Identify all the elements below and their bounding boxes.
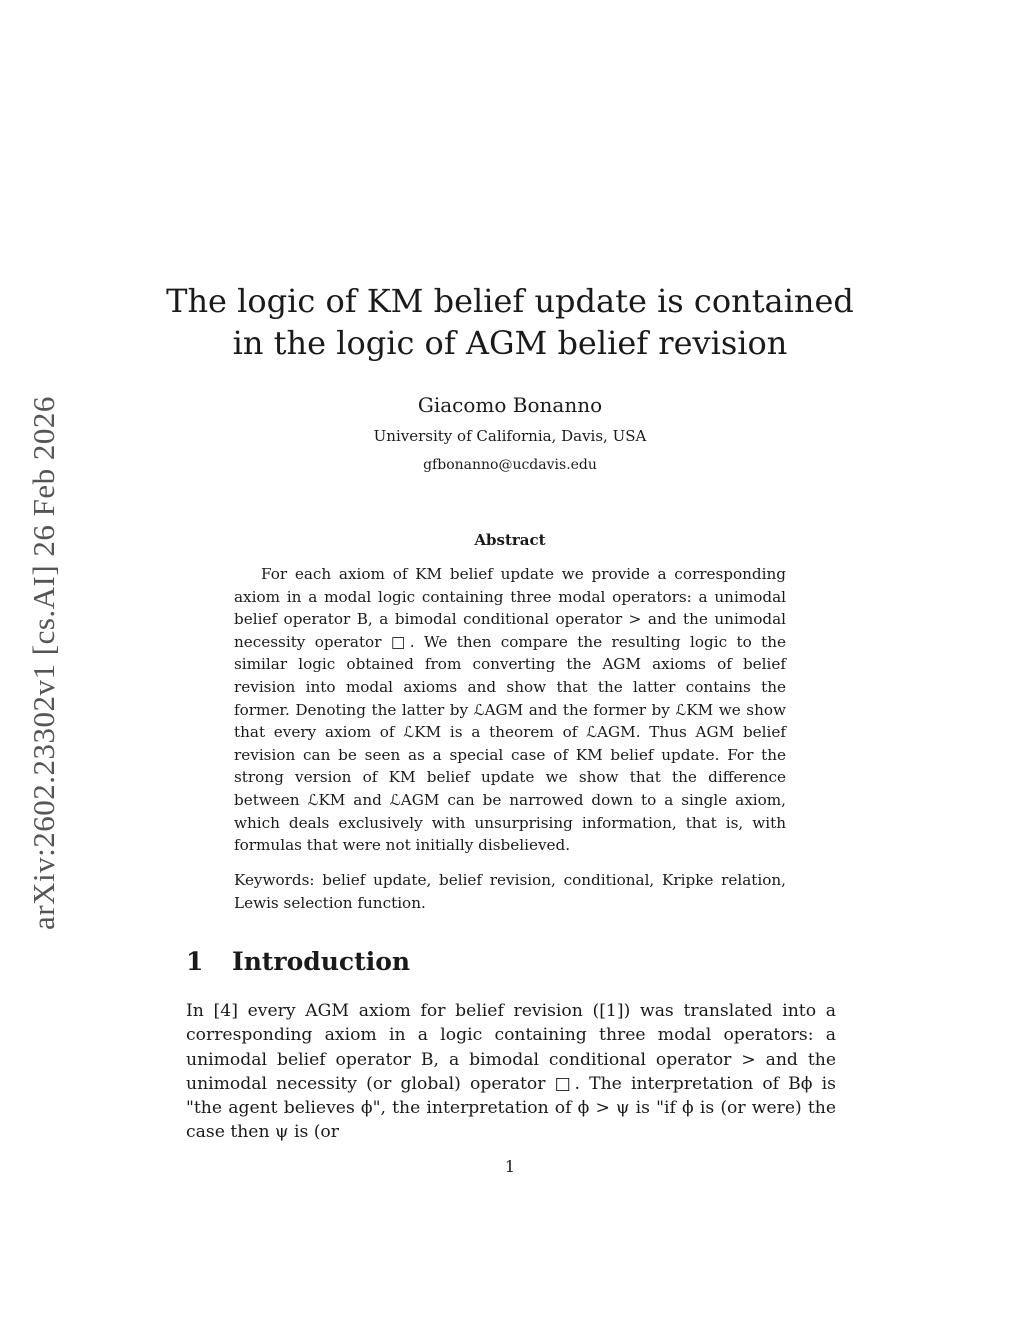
keywords: Keywords: belief update, belief revision, conditional, Kripke relation, Lewis selection function.	[234, 871, 786, 912]
author-email: gfbonanno@ucdavis.edu	[423, 457, 597, 473]
introduction-paragraph: In [4] every AGM axiom for belief revision ([1]) was translated into a corresponding axiom in a logic containing three modal operators: a unimodal belief operator B, a bimodal conditional operator > and the unimodal necessity (or global) operator □. The interpretation of Bϕ is "the agent believes ϕ", the interpretation of ϕ > ψ is "if ϕ is (or were) the case then ψ is (or	[186, 1001, 836, 1143]
author-name: Giacomo Bonanno	[417, 393, 603, 417]
paper-title: The logic of KM belief update is contained in the logic of AGM belief revision	[166, 282, 854, 362]
author-affiliation: University of California, Davis, USA	[373, 427, 647, 445]
abstract-heading: Abstract	[474, 531, 546, 549]
page-number: 1	[504, 1157, 516, 1176]
abstract-body: For each axiom of KM belief update we provide a corresponding axiom in a modal logic containing three modal operators: a unimodal belief operator B, a bimodal conditional operator > and the unimodal necessity operator □. We then compare the resulting logic to the similar logic obtained from converting the AGM axioms of belief revision into modal axioms and show that the latter contains the former. Denoting the latter by ℒAGM and the former by ℒKM we show that every axiom of ℒKM is a theorem of ℒAGM. Thus AGM belief revision can be seen as a special case of KM belief update. For the strong version of KM belief update we show that the difference between ℒKM and ℒAGM can be narrowed down to a single axiom, which deals exclusively with unsurprising information, that is, with formulas that were not initially disbelieved.	[234, 565, 786, 855]
section-heading	[186, 947, 410, 976]
section-number: 1	[186, 947, 204, 976]
section-title: Introduction	[232, 947, 411, 976]
arxiv-sidebar	[24, 375, 64, 950]
arxiv-identifier: arXiv:2602.23302v1 [cs.AI] 26 Feb 2026	[26, 395, 62, 930]
